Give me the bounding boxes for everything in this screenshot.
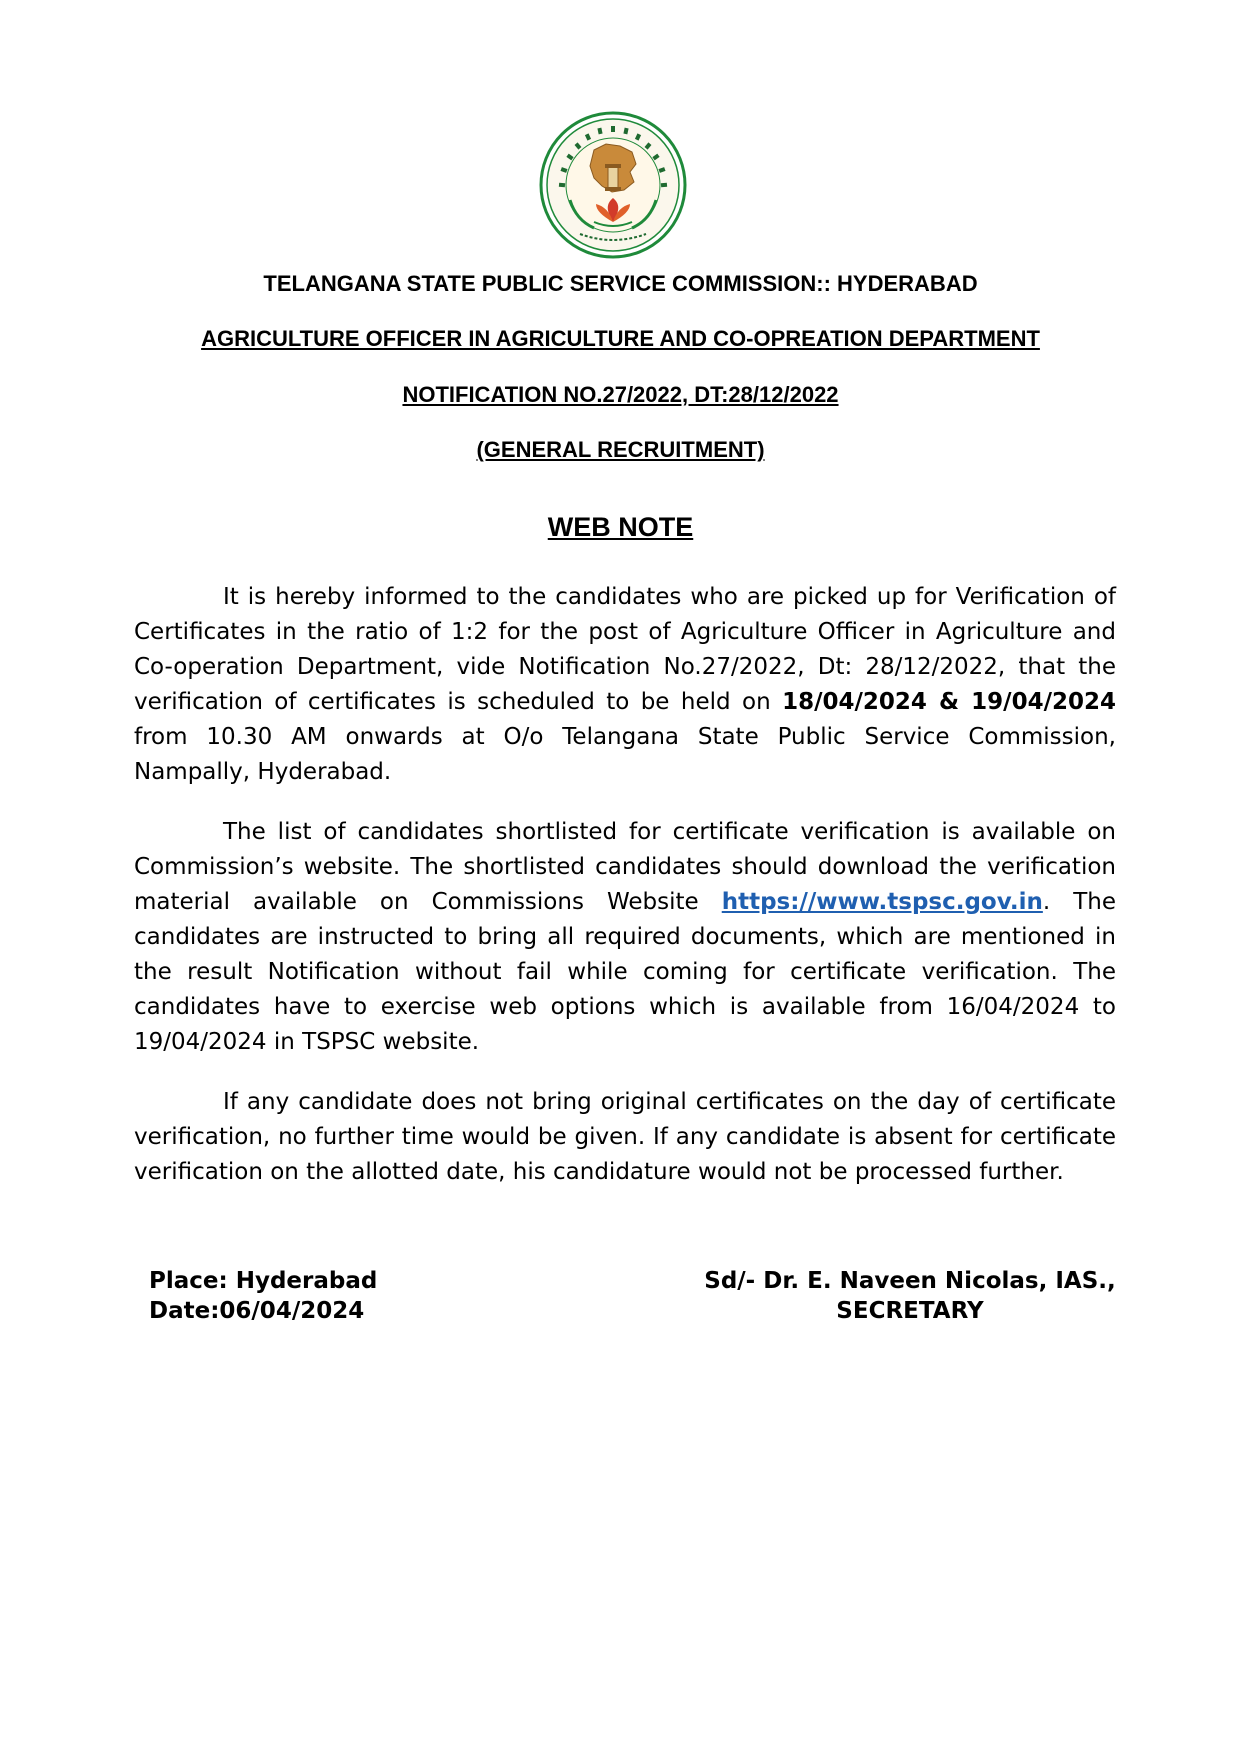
- notification-number: NOTIFICATION NO.27/2022, DT:28/12/2022: [402, 382, 839, 407]
- paragraph-absence-warning: [134, 1085, 1116, 1190]
- place-label: Place: Hyderabad: [149, 1268, 378, 1294]
- paragraph2-text-b: . The candidates are instructed to bring all required documents, which are mentioned in the result Notification without fail while coming for certificate verification. The candidates have to exercise web options which is available from 16/04/2024 to 19/04/2024 in TSPSC website.: [134, 889, 1116, 1055]
- signatory-name: Sd/- Dr. E. Naveen Nicolas, IAS.,: [704, 1268, 1116, 1294]
- commission-title: TELANGANA STATE PUBLIC SERVICE COMMISSION:: HYDERABAD: [263, 271, 978, 296]
- paragraph-verification-schedule: [134, 580, 1116, 790]
- signatory-designation: SECRETARY: [836, 1298, 984, 1324]
- paragraph3-text: If any candidate does not bring original certificates on the day of certificate verification, no further time would be given. If any candidate is absent for certificate verification on the allotted date, his candidature would not be processed further.: [134, 1089, 1116, 1185]
- verification-dates: 18/04/2024 & 19/04/2024: [782, 689, 1116, 715]
- recruitment-type: (GENERAL RECRUITMENT): [476, 437, 765, 462]
- paragraph1-text-a: It is hereby informed to the candidates who are picked up for Verification of Certificates in the ratio of 1:2 for the post of Agriculture Officer in Agriculture and Co-operation Department, vide Notification No.27/2022, Dt: 28/12/2022, that the verification of certificates is scheduled to be held on: [134, 584, 1116, 715]
- tspsc-website-link[interactable]: https://www.tspsc.gov.in: [721, 889, 1043, 915]
- department-heading: AGRICULTURE OFFICER IN AGRICULTURE AND CO-OPREATION DEPARTMENT: [201, 326, 1040, 351]
- tspsc-emblem-logo: [536, 110, 690, 260]
- web-note-heading: WEB NOTE: [547, 512, 694, 542]
- paragraph2-text-a: The list of candidates shortlisted for certificate verification is available on Commission’s website. The shortlisted candidates should download the verification material available on Commissions Website: [134, 819, 1116, 915]
- emblem-image: [536, 110, 690, 260]
- place-date-block: [149, 1266, 377, 1326]
- paragraph1-text-b: from 10.30 AM onwards at O/o Telangana State Public Service Commission, Nampally, Hyderabad.: [134, 724, 1116, 785]
- signature-block: [700, 1266, 1120, 1326]
- date-label: Date:06/04/2024: [149, 1298, 365, 1324]
- paragraph-shortlist-info: [134, 815, 1116, 1060]
